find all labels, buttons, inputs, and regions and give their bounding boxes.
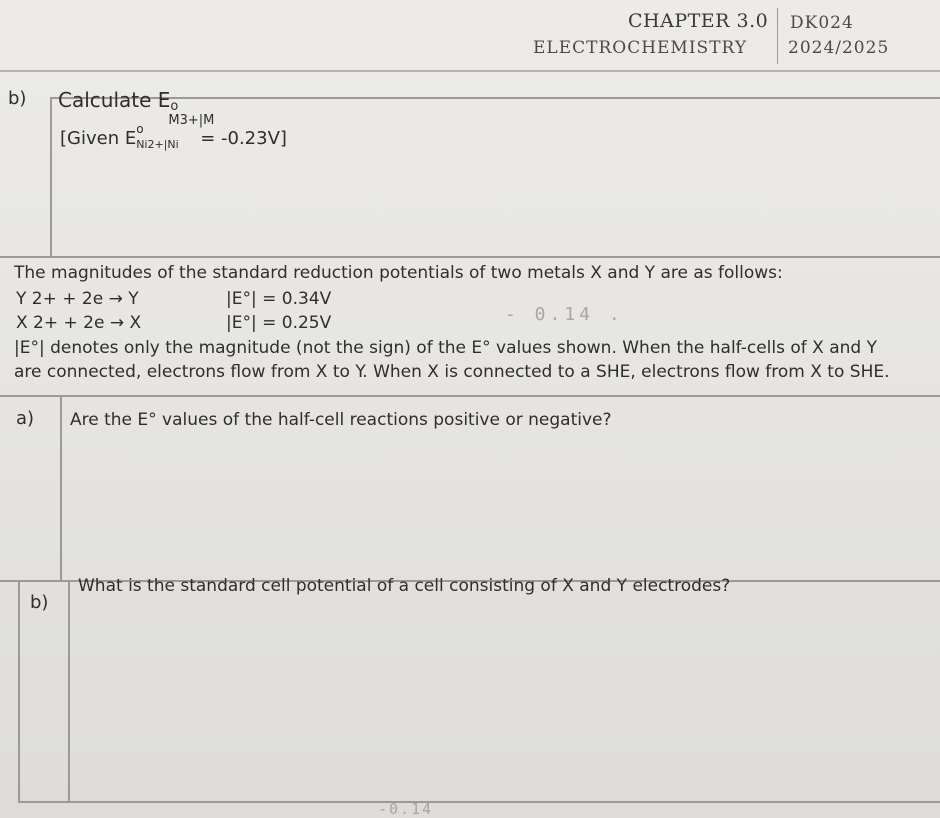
table-col-divider-a [60,396,62,581]
box-left-border [50,97,52,257]
question-a-label: a) [16,408,35,429]
given-sup: o [136,122,144,136]
table-top-border [0,395,940,397]
header-divider [777,8,778,64]
box-bottom-border [0,256,940,258]
equation-x: X 2+ + 2e → X [16,313,142,333]
calculate-text: Calculate E [58,88,171,112]
academic-session: 2024/2025 [788,38,890,58]
passage-note-line-1: |E°| denotes only the magnitude (not the sign) of the E° values shown. When the half-cells of X and Y [14,338,877,358]
calculate-sup: o [170,99,179,114]
given-sub: Ni2+|Ni [136,138,179,151]
table-col-divider-b [68,582,70,802]
given-open: [Given E [60,128,137,149]
given-number: = -0.23V] [200,128,287,149]
table-left-border [18,580,20,802]
calculate-sub: M3+|M [168,113,215,128]
question-b-label: b) [30,592,49,613]
chapter-number: CHAPTER 3.0 [628,10,769,32]
passage-intro: The magnitudes of the standard reduction potentials of two metals X and Y are as follows: [14,263,783,283]
handwritten-note-bottom: -0.14 [378,800,434,818]
table-bottom-border [18,801,940,803]
question-b-top-label: b) [8,88,27,109]
given-value [60,122,287,151]
question-b-text: What is the standard cell potential of a cell consisting of X and Y electrodes? [78,576,731,596]
equation-y-potential: |E°| = 0.34V [226,289,332,309]
equation-y: Y 2+ + 2e → Y [16,289,139,309]
calculate-prompt [58,88,240,128]
question-a-text: Are the E° values of the half-cell reactions positive or negative? [70,410,612,430]
handwritten-note: - 0.14 . [505,304,624,325]
chapter-topic: ELECTROCHEMISTRY [533,38,748,58]
header-rule [0,70,940,72]
passage-note-line-2: are connected, electrons flow from X to Y. When X is connected to a SHE, electrons flow from X to SHE. [14,362,890,382]
course-code: DK024 [790,13,854,33]
equation-x-potential: |E°| = 0.25V [226,313,332,333]
